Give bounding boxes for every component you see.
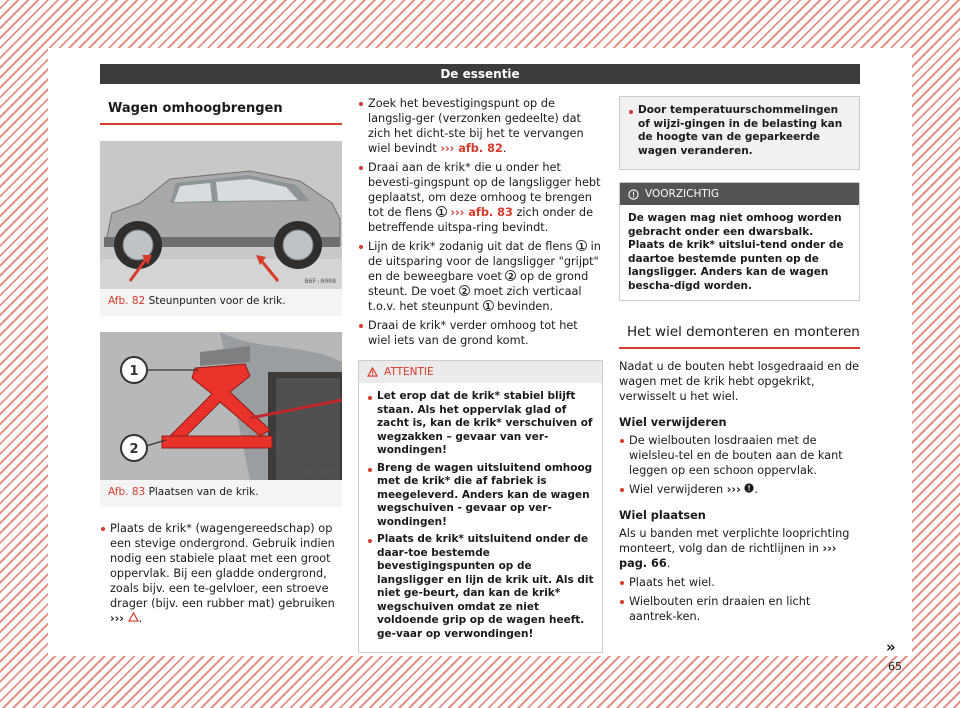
jack-illustration <box>100 332 342 480</box>
caution-box <box>619 182 860 301</box>
callout-2: 2 <box>129 442 139 457</box>
car-side-image <box>100 141 342 289</box>
page <box>48 48 912 673</box>
number-badge: 2 <box>459 285 470 296</box>
caption-83 <box>100 480 342 507</box>
list-item: Door temperatuurschommelingen of wijzi-gingen in de belasting kan de hoogte van de geparkeerde wagen veranderen. <box>628 104 851 158</box>
warning-triangle-icon[interactable] <box>128 612 139 622</box>
double-chevron-right-icon[interactable]: ››› <box>726 483 741 496</box>
column-left <box>100 96 342 630</box>
number-badge: 1 <box>576 240 587 251</box>
car-illustration <box>100 141 342 289</box>
place-text: Als u banden met verplichte looprichting monteert, volg dan de richtlijnen in ››› pag. 66. <box>619 527 850 570</box>
list-item: Let erop dat de krik* stabiel blijft staan. Als het oppervlak glad of zacht is, kan de krik* verschuiven of wegzakken – gevaar van ver-wondingen! <box>367 390 594 458</box>
caution-text: De wagen mag niet omhoog worden gebracht onder een dwarsbalk. Plaats de krik* uitslui-tend onder de daartoe bestemde punten op de langsligger. Anders kan de wagen bescha-digd worden. <box>628 212 844 292</box>
warning-title: ATTENTIE <box>384 366 434 378</box>
list-item: Breng de wagen uitsluitend omhoog met de krik* die af fabriek is meegeleverd. Anders kan de wagen wegschuiven - gevaar op ver-wondingen! <box>367 462 594 530</box>
number-badge: 1 <box>483 300 494 311</box>
list-item: Zoek het bevestigingspunt op de langslig-ger (verzonken gedeelte) dat zich het dicht-ste bij het te vervangen wiel bevindt ››› afb. 82. <box>358 96 603 156</box>
image-code-82: B6F-0008 <box>304 277 336 285</box>
caution-box-header <box>620 183 859 205</box>
callout-1: 1 <box>129 364 139 379</box>
warning-box-header <box>359 361 602 383</box>
double-chevron-right-icon: ››› <box>822 542 837 555</box>
caption-83-label: Afb. 83 <box>108 486 146 498</box>
chapter-header: De essentie <box>100 64 860 84</box>
continue-arrow: » <box>886 638 896 656</box>
figure-83 <box>100 332 342 507</box>
list-item: De wielbouten losdraaien met de wielsleu-tel en de bouten aan de kant leggen op een schoon oppervlak. <box>619 433 860 478</box>
list-item: Plaats de krik* uitsluitend onder de daar-toe bestemde bevestigingspunten op de langsligger en lijn de krik uit. Als dit niet ge-beurt, dan kan de krik* wegschuiven omdat ze niet voldoende grip op de wagen heeft. ge-vaar op verwondingen! <box>367 533 594 641</box>
list-item: Plaats het wiel. <box>619 575 860 590</box>
list-item: Plaats de krik* (wagengereedschap) op een stevige ondergrond. Gebruik indien nodig een stabiele plaat met een groot oppervlak. Bij een gladde ondergrond, zoals bijv. een te-gelvloer, een stroeve drager (bijv. een rubber mat) gebruiken ››› . <box>100 521 342 626</box>
number-badge: 2 <box>505 270 516 281</box>
caution-box-body <box>620 205 859 300</box>
caution-title: VOORZICHTIG <box>645 188 719 200</box>
ref-link-afb82[interactable]: ››› afb. 82 <box>440 142 503 155</box>
caption-82 <box>100 289 342 316</box>
ref-link-afb83[interactable]: ››› afb. 83 <box>450 206 513 219</box>
list-item: Draai de krik* verder omhoog tot het wiel iets van de grond komt. <box>358 318 603 348</box>
number-badge: 1 <box>436 206 447 217</box>
note-box-body <box>620 97 859 169</box>
double-chevron-right-icon: ››› <box>450 206 465 219</box>
warning-box-body <box>359 383 602 652</box>
intro-text: Nadat u de bouten hebt losgedraaid en de wagen met de krik hebt opgekrikt, verwisselt u het wiel. <box>619 360 860 403</box>
warning-box <box>358 360 603 653</box>
ref-link-pag66[interactable]: ››› pag. 66 <box>619 542 837 570</box>
column-right <box>619 96 860 628</box>
list-item: Wiel verwijderen ››› . <box>619 482 860 497</box>
section-title-wheel: Het wiel demonteren en monteren <box>619 319 860 349</box>
image-code-83: B1F-0444 <box>304 468 336 476</box>
section-title-raise: Wagen omhoogbrengen <box>100 96 342 125</box>
warning-triangle-icon <box>367 367 378 377</box>
column-middle <box>358 96 603 653</box>
figure-82 <box>100 141 342 316</box>
list-item: Wielbouten erin draaien en licht aantrek-ken. <box>619 594 860 624</box>
info-circle-icon[interactable] <box>744 483 754 493</box>
double-chevron-right-icon: ››› <box>440 142 455 155</box>
subhead-place: Wiel plaatsen <box>619 509 706 522</box>
caption-82-label: Afb. 82 <box>108 295 146 307</box>
page-number: 65 <box>888 660 902 673</box>
list-item: Lijn de krik* zodanig uit dat de flens 1 in de uitsparing voor de langsligger "grijpt" en de beweegbare voet 2 op de grond steunt. De voet 2 moet zich verticaal t.o.v. het steunpunt 1 bevinden. <box>358 239 603 314</box>
subhead-remove: Wiel verwijderen <box>619 416 727 429</box>
caption-82-text: Steunpunten voor de krik. <box>148 295 286 307</box>
double-chevron-right-icon[interactable]: ››› <box>110 612 124 625</box>
info-circle-icon <box>628 189 639 200</box>
caption-83-text: Plaatsen van de krik. <box>148 486 259 498</box>
note-box <box>619 96 860 170</box>
list-item: Draai aan de krik* die u onder het bevesti-gingspunt op de langsligger hebt geplaatst, om deze omhoog te brengen tot de flens 1 ››› afb. 83 zich onder de betreffende uitspa-ring bevindt. <box>358 160 603 235</box>
jack-image <box>100 332 342 480</box>
